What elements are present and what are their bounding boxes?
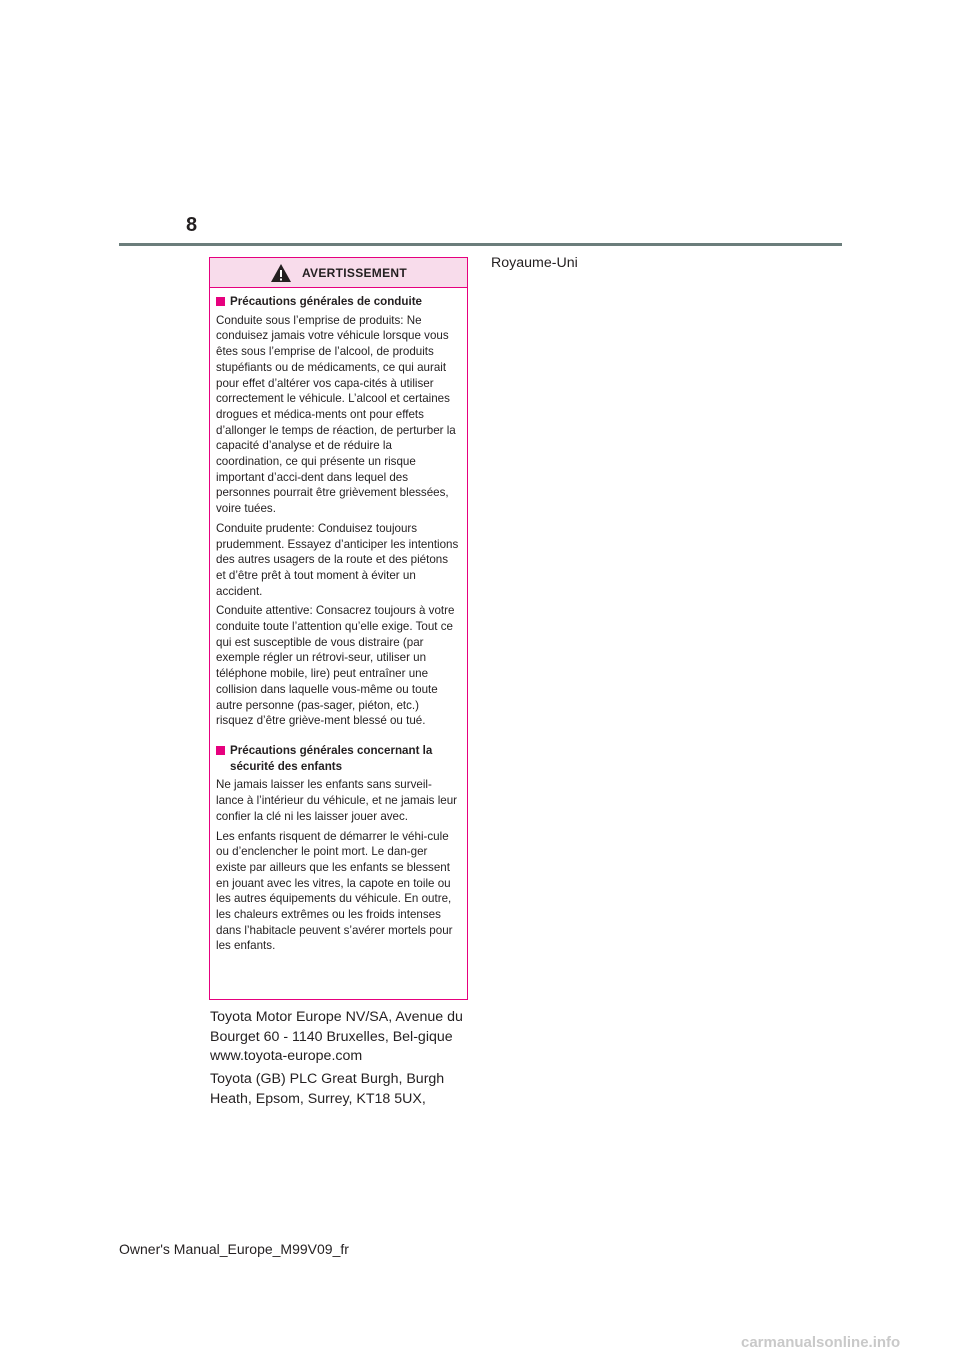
header-divider [119,243,842,246]
bullet-square-icon [216,746,225,755]
section-heading-children [216,743,459,774]
address-europe: Toyota Motor Europe NV/SA, Avenue du Bourget 60 - 1140 Bruxelles, Bel-gique www.toyota-europe.com [210,1009,463,1064]
paragraph-children-unattended: Ne jamais laisser les enfants sans surveil-lance à l’intérieur du véhicule, et ne jamais leur confier la clé ni les laisser jouer avec. [216,778,458,823]
warning-box [209,257,468,1000]
warning-body [210,288,467,954]
paragraph-driving-attentive: Conduite attentive: Consacrez toujours à votre conduite toute l’attention qu’elle exige. Tout ce qui est susceptible de vous distraire (par exemple régler un rétrovi-seur, utiliser un téléphone mobile, lire) peut entraîner une collision dans laquelle vous-même ou toute autre personne (pas-sager, piéton, etc.) risquez d’être griève-ment blessé ou tué. [216,604,455,728]
paragraph-children-risks: Les enfants risquent de démarrer le véhi-cule ou d’enclencher le point mort. Le dan-ger existe par ailleurs que les enfants se blessent en jouant avec les vitres, la capote en toile ou les autres équipements du véhicule. En outre, les chaleurs extrêmes ou les froids intenses dans l’habitacle peuvent s’avérer mortels pour les enfants. [216,829,453,953]
address-gb: Toyota (GB) PLC Great Burgh, Burgh Heath, Epsom, Surrey, KT18 5UX, [210,1071,445,1107]
warning-title: AVERTISSEMENT [301,265,408,280]
warning-header [210,258,467,288]
warning-triangle-icon [270,263,292,283]
bullet-square-icon [216,297,225,306]
page-number: 8 [186,214,198,236]
section-heading-text: Précautions générales concernant la sécurité des enfants [230,743,433,773]
watermark: carmanualsonline.info [741,1334,901,1351]
section-heading-text: Précautions générales de conduite [230,295,422,308]
footer-manual-id: Owner's Manual_Europe_M99V09_fr [119,1241,349,1257]
paragraph-driving-influence: Conduite sous l’emprise de produits: Ne conduisez jamais votre véhicule lorsque vous êtes sous l’emprise de l’alcool, de produits stupéfiants ou de médicaments, ce qui aurait pour effet d’altérer vos capa-cités à utiliser correctement le véhicule. L’alcool et certaines drogues et médica-ments ont pour effets d’allonger le temps de réaction, de perturber la capacité d’analyse et de réduire la coordination, ce qui présente un risque important d’acci-dent dans lequel des personnes pourrait être grièvement blessées, voire tuées. [216,313,456,516]
address-gb-continued: Royaume-Uni [491,255,578,271]
section-heading-driving [216,294,459,310]
paragraph-driving-careful: Conduite prudente: Conduisez toujours prudemment. Essayez d’anticiper les intentions des autres usagers de la route et des piétons et d’être prêt à tout moment à éviter un accident. [216,521,459,598]
